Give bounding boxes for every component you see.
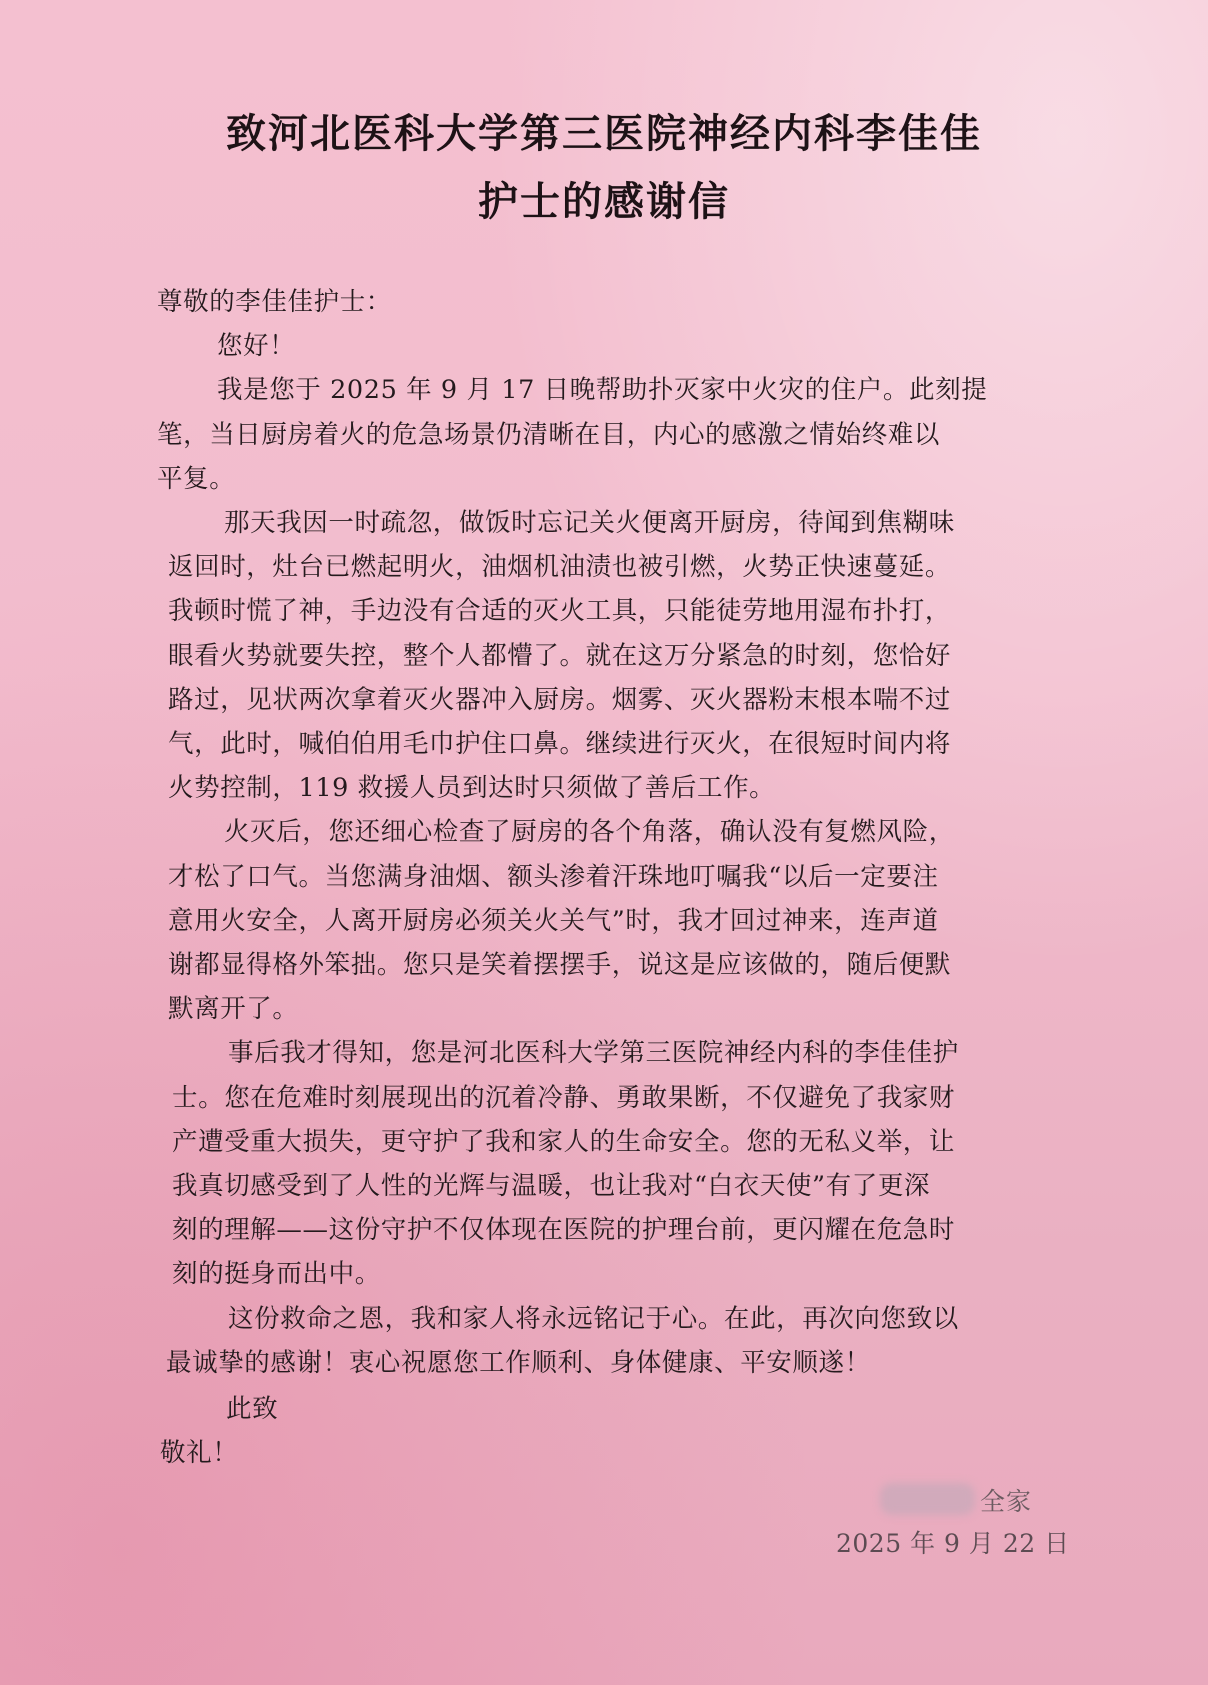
paragraph-4-line: 刻的挺身而出中。 xyxy=(172,1259,381,1289)
paragraph-2-line: 气，此时，喊伯伯用毛巾护住口鼻。继续进行灭火，在很短时间内将 xyxy=(168,729,952,759)
paragraph-3-line: 火灭后，您还细心检查了厨房的各个角落，确认没有复燃风险， xyxy=(224,817,955,847)
paragraph-3-line: 意用火安全，人离开厨房必须关火关气”时，我才回过神来，连声道 xyxy=(168,906,939,936)
paragraph-2-line: 我顿时慌了神，手边没有合适的灭火工具，只能徒劳地用湿布扑打， xyxy=(168,596,952,626)
paragraph-4-line: 刻的理解——这份守护不仅体现在医院的护理台前，更闪耀在危急时 xyxy=(172,1215,956,1245)
greeting: 您好！ xyxy=(217,331,296,361)
letter-title-line-1: 致河北医科大学第三医院神经内科李佳佳 xyxy=(226,111,982,157)
paragraph-2-line: 眼看火势就要失控，整个人都懵了。就在这万分紧急的时刻，您恰好 xyxy=(168,641,952,671)
paragraph-1-line: 我是您于 2025 年 9 月 17 日晚帮助扑灭家中火灾的住户。此刻提 xyxy=(217,375,988,405)
signature: 全家 xyxy=(980,1487,1033,1516)
paragraph-1-line: 平复。 xyxy=(157,464,236,494)
paragraph-2-line: 返回时，灶台已燃起明火，油烟机油渍也被引燃，火势正快速蔓延。 xyxy=(168,552,952,582)
letter-date: 2025 年 9 月 22 日 xyxy=(836,1529,1070,1558)
closing-cizhi: 此致 xyxy=(226,1394,279,1424)
paragraph-5-line: 最诚挚的感谢！衷心祝愿您工作顺利、身体健康、平安顺遂！ xyxy=(166,1348,871,1378)
paragraph-2-line: 火势控制，119 救援人员到达时只须做了善后工作。 xyxy=(168,773,776,803)
paragraph-3-line: 默离开了。 xyxy=(168,994,299,1024)
letter-title-line-2: 护士的感谢信 xyxy=(478,179,730,225)
paragraph-3-line: 谢都显得格外笨拙。您只是笑着摆摆手，说这是应该做的，随后便默 xyxy=(168,950,952,980)
paragraph-4-line: 事后我才得知，您是河北医科大学第三医院神经内科的李佳佳护 xyxy=(228,1038,959,1068)
paragraph-4-line: 产遭受重大损失，更守护了我和家人的生命安全。您的无私义举，让 xyxy=(172,1127,956,1157)
redacted-name xyxy=(880,1483,975,1515)
salutation: 尊敬的李佳佳护士： xyxy=(157,287,392,317)
paragraph-2-line: 路过，见状两次拿着灭火器冲入厨房。烟雾、灭火器粉末根本喘不过 xyxy=(168,685,952,715)
paragraph-3-line: 才松了口气。当您满身油烟、额头渗着汗珠地叮嘱我“以后一定要注 xyxy=(168,862,939,892)
closing-jingli: 敬礼！ xyxy=(160,1438,239,1468)
paragraph-5-line: 这份救命之恩，我和家人将永远铭记于心。在此，再次向您致以 xyxy=(228,1304,959,1334)
paragraph-1-line: 笔，当日厨房着火的危急场景仍清晰在目，内心的感激之情始终难以 xyxy=(157,420,941,450)
paragraph-4-line: 我真切感受到了人性的光辉与温暖，也让我对“白衣天使”有了更深 xyxy=(172,1171,931,1201)
paragraph-4-line: 士。您在危难时刻展现出的沉着冷静、勇敢果断，不仅避免了我家财 xyxy=(172,1083,956,1113)
paragraph-2-line: 那天我因一时疏忽，做饭时忘记关火便离开厨房，待闻到焦糊味 xyxy=(224,508,955,538)
